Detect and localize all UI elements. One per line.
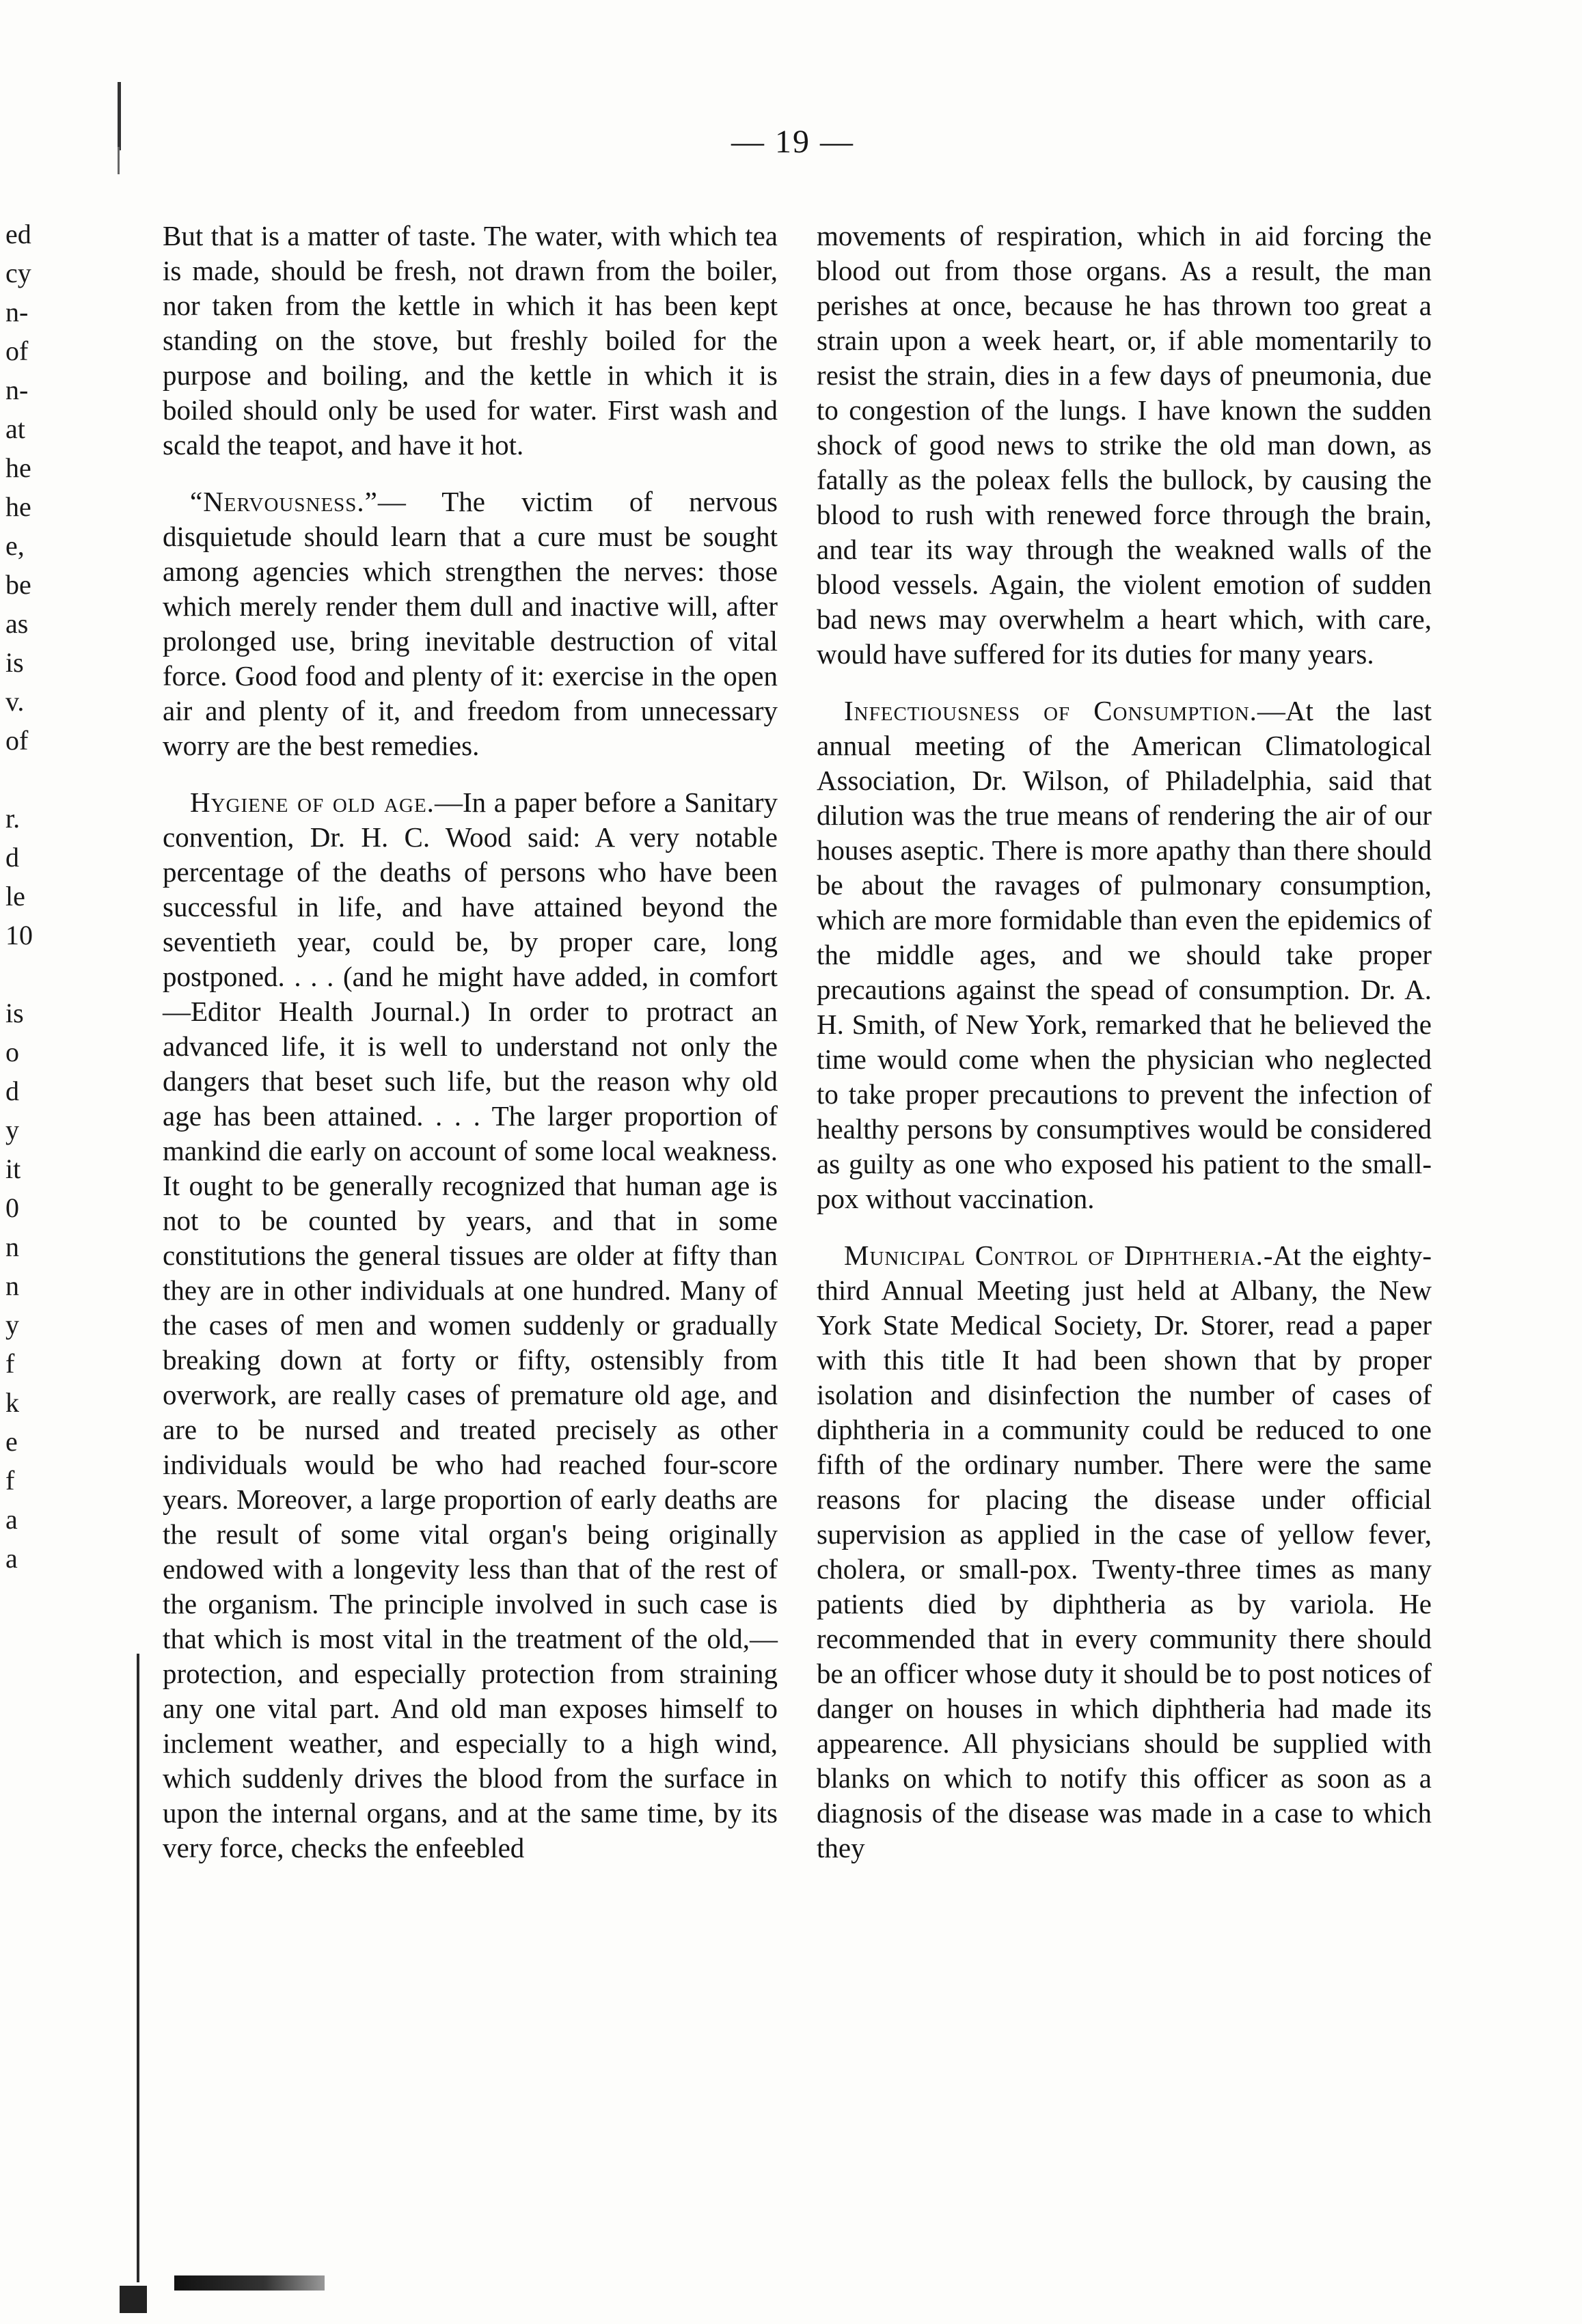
margin-fragment: is [5, 998, 24, 1028]
margin-fragment: le [5, 881, 25, 912]
margin-fragment: it [5, 1153, 21, 1184]
left-column [163, 219, 778, 1887]
margin-fragment: n [5, 1270, 19, 1301]
margin-fragment: at [5, 413, 25, 444]
margin-fragment: k [5, 1387, 19, 1418]
margin-fragment: 0 [5, 1192, 19, 1223]
margin-fragment [5, 955, 81, 994]
body-diphtheria: -At the eighty-third Annual Meeting just held at Albany, the New York State Medical Society, Dr. Storer, read a paper with this title It had been shown that by proper isolation and disinfection the number of cases of diphtheria in a community could be reduced to one fifth of the ordinary number. There were the same reasons for placing the disease under official supervision as applied in the case of yellow fever, cholera, or small-pox. Twenty-three times as many patients died by diphtheria as by variola. He recommended that in every community there should be an officer whose duty it should be to post notices of danger on houses in which diphtheria had made its appearence. All physicians should be supplied with blanks on which to notify this officer as soon as a diagnosis of the disease was made in a case to which they [817, 1240, 1432, 1863]
heading-hygiene-old-age: Hygiene of old age. [190, 787, 435, 818]
margin-fragment: of [5, 336, 29, 366]
margin-fragment: as [5, 608, 29, 639]
margin-fragment: e, [5, 530, 25, 561]
margin-fragment: f [5, 1465, 15, 1496]
margin-fragment: y [5, 1115, 19, 1145]
margin-fragment: d [5, 1076, 19, 1106]
paragraph-consumption [817, 694, 1432, 1216]
margin-fragment: he [5, 491, 31, 522]
body-hygiene-old-age: —In a paper before a Sanitary convention, Dr. H. C. Wood said: A very notable percentage of the deaths of persons who have been successful in life, and have attained beyond the seventieth year, could be, by proper care, long postponed. . . . (and he might have added, in comfort—Editor Health Journal.) In order to protract an advanced life, it is well to understand not only the dangers that beset such life, but the reason why old age has been attained. . . . The larger proportion of mankind die early on account of some local weakness. It ought to be generally recognized that human age is not to be counted by years, and that in some constitutions the general tissues are older at fifty than they are in other individuals at one hundred. Many of the cases of men and women suddenly or gradually breaking down at forty or fifty, ostensibly from overwork, are really cases of premature old age, and are to be nursed and treated precisely as other individuals would be who had reached four-score years. Moreover, a large proportion of early deaths are the result of some vital organ's being originally endowed with a longevity less than that of the rest of the organism. The principle involved in such case is that which is most vital in the treatment of the old,—protection, and especially protection from straining any one vital part. And old man exposes himself to inclement weather, and especially to a high wind, which suddenly drives the blood from the surface in upon the internal organs, and at the same time, by its very force, checks the enfeebled [163, 787, 778, 1863]
margin-fragment [5, 761, 81, 799]
margin-rule-dots [118, 147, 120, 174]
margin-fragment: ed [5, 219, 31, 249]
margin-fragment: cy [5, 258, 31, 288]
margin-fragment: he [5, 452, 31, 483]
margin-fragment: d [5, 842, 19, 873]
paragraph-tea-water: But that is a matter of taste. The water, with which tea is made, should be fresh, not drawn from the boiler, nor taken from the kettle in which it has been kept standing on the stove, but freshly boiled for the purpose and boiling, and the kettle in which it is boiled should only be used for water. First wash and scald the teapot, and have it hot. [163, 220, 778, 461]
scan-artifact-block [120, 2286, 147, 2313]
margin-fragment: n [5, 1231, 19, 1262]
right-column [817, 219, 1432, 1887]
margin-fragment: y [5, 1309, 19, 1340]
scan-artifact-bar [174, 2275, 325, 2291]
paragraph-diphtheria [817, 1238, 1432, 1865]
heading-nervousness: “Nervousness.” [190, 486, 378, 517]
paragraph-nervousness [163, 484, 778, 763]
heading-diphtheria: Municipal Control of Diphtheria. [844, 1240, 1264, 1271]
margin-fragment: n- [5, 374, 29, 405]
margin-fragment: a [5, 1504, 18, 1535]
binding-edge-line [137, 1654, 139, 2282]
margin-fragment: o [5, 1037, 19, 1067]
paragraph-hygiene-old-age [163, 785, 778, 1865]
previous-page-fragments [5, 215, 81, 1578]
body-nervousness: — The victim of nervous disquietude should learn that a cure must be sought among agencies which strengthen the nerves: those which merely render them dull and inactive will, after prolonged use, bring inevitable destruction of vital force. Good food and plenty of it: exercise in the open air and plenty of it, and freedom from unnecessary worry are the best remedies. [163, 486, 778, 761]
page-number: — 19 — [731, 124, 854, 160]
margin-fragment: n- [5, 297, 29, 327]
margin-fragment: be [5, 569, 31, 600]
margin-fragment: 10 [5, 920, 33, 951]
margin-fragment: is [5, 647, 24, 678]
margin-fragment: r. [5, 803, 21, 834]
margin-rule [118, 82, 121, 150]
body-consumption: —At the last annual meeting of the American Climatological Association, Dr. Wilson, of Philadelphia, said that dilution was the true means of rendering the air of our houses aseptic. There is more apathy than there should be about the ravages of pulmonary consumption, which are more formidable than even the epidemics of the middle ages, and we should take proper precautions against the spead of consumption. Dr. A. H. Smith, of New York, remarked that he believed the time would come when the physician who neglected to take proper precautions to prevent the infection of healthy persons by consumptives would be considered as guilty as one who exposed his patient to the small-pox without vaccination. [817, 695, 1432, 1214]
margin-fragment: of [5, 725, 29, 756]
heading-consumption: Infectiousness of Consumption. [844, 695, 1257, 726]
paragraph-respiration: movements of respiration, which in aid forcing the blood out from those organs. As a result, the man perishes at once, because he has thrown too great a strain upon a week heart, or, if able momentarily to resist the strain, dies in a few days of pneumonia, due to congestion of the lungs. I have known the sudden shock of good news to strike the old man down, as fatally as the poleax fells the bullock, by causing the blood to rush with renewed force through the brain, and tear its way through the weakned walls of the blood vessels. Again, the violent emotion of sudden bad news may overwhelm a heart which, with care, would have suffered for its duties for many years. [817, 220, 1432, 670]
margin-fragment: v. [5, 686, 25, 717]
margin-fragment: a [5, 1543, 18, 1574]
margin-fragment: f [5, 1348, 15, 1379]
margin-fragment: e [5, 1426, 18, 1457]
